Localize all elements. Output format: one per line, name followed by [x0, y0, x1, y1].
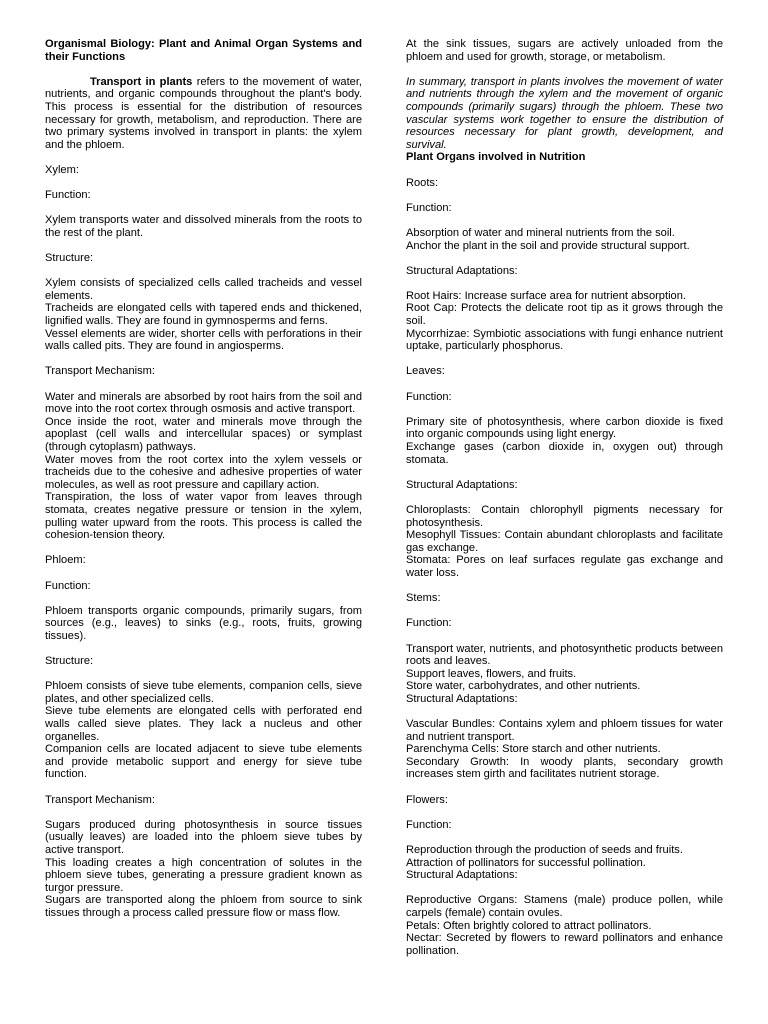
roots-function-label: Function:	[406, 201, 452, 214]
flowers-function-line: Reproduction through the production of seeds and fruits.	[406, 844, 683, 856]
roots-function-line: Anchor the plant in the soil and provide structural support.	[406, 239, 690, 252]
flowers-adapt-line: Petals: Often brightly colored to attract pollinators.	[406, 919, 652, 932]
phloem-function-text: Phloem transports organic compounds, primarily sugars, from sources (e.g., leaves) to sinks (e.g., roots, fruits, growing tissues).	[45, 604, 362, 642]
leaves-function-label: Function:	[406, 390, 452, 403]
stems-function-line: Transport water, nutrients, and photosynthetic products between roots and leaves.	[406, 642, 723, 668]
xylem-structure-line: Vessel elements are wider, shorter cells with perforations in their walls called pits. They are found in angiosperms.	[45, 327, 362, 353]
leaves-adapt-line: Stomata: Pores on leaf surfaces regulate gas exchange and water loss.	[406, 554, 723, 579]
stems-adapt-label: Structural Adaptations:	[406, 692, 518, 705]
flowers-adapt-line: Nectar: Secreted by flowers to reward pollinators and enhance pollination.	[406, 932, 723, 957]
stems-function-line: Support leaves, flowers, and fruits.	[406, 667, 577, 680]
leaves-adapt-line: Chloroplasts: Contain chlorophyll pigments necessary for photosynthesis.	[406, 503, 723, 529]
roots-adapt-line: Root Hairs: Increase surface area for nutrient absorption.	[406, 289, 686, 302]
phloem-heading: Phloem:	[45, 554, 86, 567]
phloem-mechanism-line: This loading creates a high concentration of solutes in the phloem sieve tubes, generating a pressure gradient known as turgor pressure.	[45, 856, 362, 894]
xylem-function-label: Function:	[45, 189, 91, 202]
leaves-function-line: Primary site of photosynthesis, where carbon dioxide is fixed into organic compounds using light energy.	[406, 415, 723, 441]
phloem-structure-line: Phloem consists of sieve tube elements, companion cells, sieve plates, and other specialized cells.	[45, 680, 362, 705]
roots-heading: Roots:	[406, 176, 439, 189]
xylem-mechanism-line: Water moves from the root cortex into the xylem vessels or tracheids due to the cohesive and adhesive properties of water molecules, as well as root pressure and capillary action.	[45, 453, 362, 491]
stems-adapt-line: Vascular Bundles: Contains xylem and phloem tissues for water and nutrient transport.	[406, 718, 723, 743]
phloem-structure-line: Sieve tube elements are elongated cells with perforated end walls called sieve plates. They lack a nucleus and other organelles.	[45, 705, 362, 743]
summary-paragraph: In summary, transport in plants involves the movement of water and nutrients through the xylem and the movement of organic compounds (primarily sugars) through the phloem. These two vascular systems work together to ensure the distribution of resources necessary for plant growth, development, and survival.	[406, 75, 723, 151]
leaves-adapt-label: Structural Adaptations:	[406, 478, 518, 491]
xylem-structure-line: Xylem consists of specialized cells called tracheids and vessel elements.	[45, 277, 362, 302]
xylem-structure-label: Structure:	[45, 252, 94, 265]
flowers-function-line: Attraction of pollinators for successful pollination.	[406, 856, 646, 869]
leaves-heading: Leaves:	[406, 365, 445, 378]
flowers-function-label: Function:	[406, 818, 452, 831]
flowers-adapt-label: Structural Adaptations:	[406, 869, 518, 882]
phloem-mechanism-line: Sugars produced during photosynthesis in source tissues (usually leaves) are loaded into the phloem sieve tubes by active transport.	[45, 818, 362, 856]
xylem-mechanism-line: Water and minerals are absorbed by root hairs from the soil and move into the root cortex through osmosis and active transport.	[45, 390, 362, 416]
phloem-mechanism-label: Transport Mechanism:	[45, 793, 155, 806]
xylem-heading: Xylem:	[45, 163, 79, 176]
roots-adapt-label: Structural Adaptations:	[406, 264, 518, 277]
roots-adapt-line: Mycorrhizae: Symbiotic associations with fungi enhance nutrient uptake, particularly phosphorus.	[406, 327, 723, 353]
stems-adapt-line: Secondary Growth: In woody plants, secondary growth increases stem girth and facilitates nutrient storage.	[406, 755, 723, 781]
organs-heading: Plant Organs involved in Nutrition	[406, 151, 586, 164]
intro-lead: Transport in plants	[90, 75, 193, 88]
roots-function-line: Absorption of water and mineral nutrients from the soil.	[406, 226, 675, 239]
phloem-sink-text: At the sink tissues, sugars are actively unloaded from the phloem and used for growth, storage, or metabolism.	[406, 38, 723, 63]
phloem-structure-label: Structure:	[45, 655, 94, 668]
leaves-function-line: Exchange gases (carbon dioxide in, oxygen out) through stomata.	[406, 441, 723, 466]
document-title: Organismal Biology: Plant and Animal Organ Systems and their Functions	[45, 38, 362, 63]
left-column	[45, 38, 362, 920]
xylem-mechanism-line: Transpiration, the loss of water vapor from leaves through stomata, creates negative pressure or tension in the xylem, pulling water upward from the roots. This process is called the cohesion-tension theory.	[45, 491, 362, 542]
phloem-function-label: Function:	[45, 579, 91, 592]
flowers-adapt-line: Reproductive Organs: Stamens (male) produce pollen, while carpels (female) contain ovules.	[406, 894, 723, 919]
stems-adapt-line: Parenchyma Cells: Store starch and other nutrients.	[406, 743, 661, 756]
phloem-mechanism-line: Sugars are transported along the phloem from source to sink tissues through a process called pressure flow or mass flow.	[45, 894, 362, 919]
intro-rest: refers to the movement of water, nutrients, and organic compounds throughout the plant's body. This process is essential for the distribution of resources necessary for growth, metabolism, and reproduction. There are two primary systems involved in transport in plants: the xylem and the phloem.	[45, 75, 363, 151]
xylem-mechanism-line: Once inside the root, water and minerals move through the apoplast (cell walls and intercellular spaces) or symplast (through cytoplasm) pathways.	[45, 415, 362, 453]
xylem-function-text: Xylem transports water and dissolved minerals from the roots to the rest of the plant.	[45, 214, 362, 239]
phloem-structure-line: Companion cells are located adjacent to sieve tube elements and provide metabolic support and energy for sieve tube function.	[45, 743, 362, 781]
stems-function-line: Store water, carbohydrates, and other nutrients.	[406, 680, 641, 693]
xylem-mechanism-label: Transport Mechanism:	[45, 365, 155, 378]
intro-paragraph	[45, 76, 362, 152]
xylem-structure-line: Tracheids are elongated cells with tapered ends and thickened, lignified walls. They are found in gymnosperms and ferns.	[45, 302, 362, 328]
leaves-adapt-line: Mesophyll Tissues: Contain abundant chloroplasts and facilitate gas exchange.	[406, 529, 723, 554]
stems-function-label: Function:	[406, 617, 452, 630]
right-column	[406, 38, 723, 957]
roots-adapt-line: Root Cap: Protects the delicate root tip as it grows through the soil.	[406, 302, 723, 328]
flowers-heading: Flowers:	[406, 793, 448, 806]
stems-heading: Stems:	[406, 592, 441, 605]
